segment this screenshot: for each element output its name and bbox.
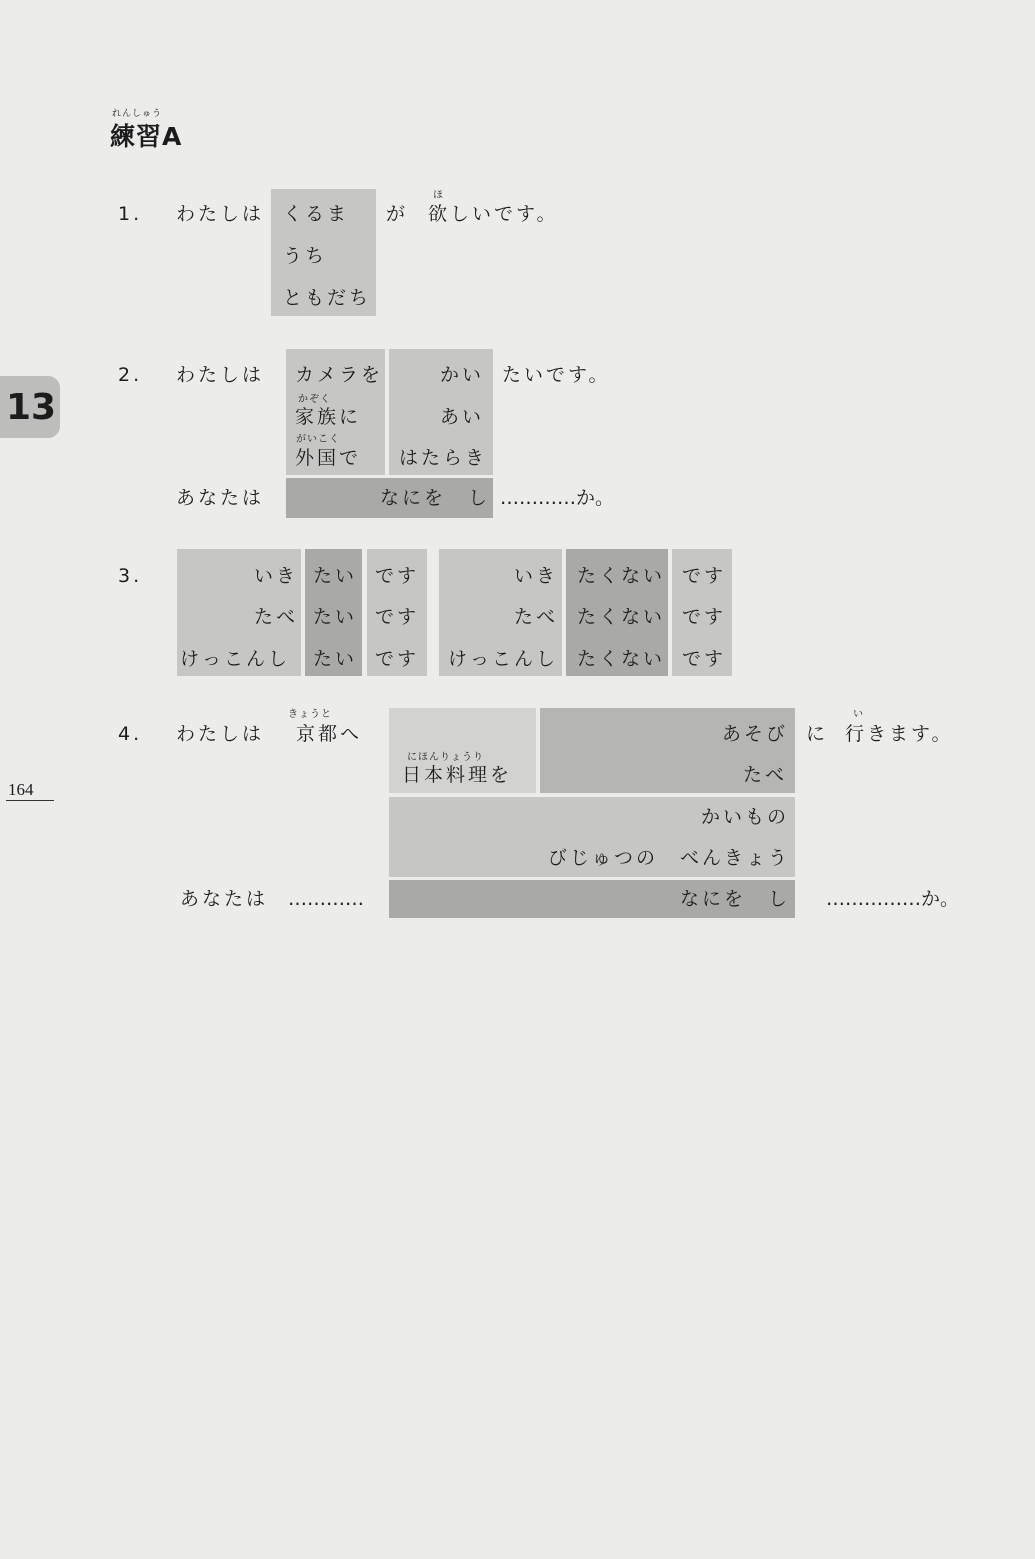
ex2-object-ruby: がいこく: [296, 434, 340, 445]
ex3-right-suffix: たくない: [577, 606, 666, 628]
ex3-right-stem: けっこんし: [448, 648, 559, 670]
ex3-number: 3.: [118, 565, 143, 587]
ex3-left-suffix: たい: [313, 606, 358, 628]
ex2-object-ruby: かぞく: [298, 394, 331, 405]
ex4-question-dots-left: …………: [288, 888, 364, 910]
ex4-activity: たべ: [743, 764, 788, 786]
ex3-left-stem: いき: [254, 565, 299, 587]
ex1-ending: 欲しいです。: [428, 203, 559, 225]
ex2-object: カメラを: [295, 364, 384, 386]
ex4-particle: に: [806, 723, 829, 745]
ex4-place-ruby: にほんりょうり: [407, 752, 484, 763]
ex3-right-stem: いき: [514, 565, 559, 587]
chapter-number: 13: [6, 387, 57, 428]
ex2-question-dots: …………か。: [500, 487, 615, 509]
ex4-place: 京都へ: [296, 723, 363, 745]
ex1-ending-ruby: ほ: [433, 190, 444, 201]
ex2-verb: あい: [440, 406, 485, 428]
ex1-option: くるま: [283, 203, 350, 225]
ex2-object: 家族に: [295, 406, 362, 428]
ex4-activity: かいもの: [701, 806, 790, 828]
ex4-number: 4.: [118, 723, 143, 745]
ex4-activity: びじゅつの べんきょう: [548, 847, 791, 869]
ex1-option: ともだち: [283, 287, 372, 309]
ex3-right-copula: です: [682, 565, 727, 587]
ex3-right-suffix: たくない: [577, 565, 666, 587]
ex3-right-copula: です: [682, 606, 727, 628]
ex3-right-stem: たべ: [514, 606, 559, 628]
ex2-number: 2.: [118, 364, 143, 386]
ex4-question-box-text: なにを し: [680, 888, 791, 910]
ex1-subject: わたしは: [176, 203, 265, 225]
ex4-activity: あそび: [722, 723, 789, 745]
ex1-number: 1.: [118, 203, 143, 225]
ex2-subject: わたしは: [176, 364, 265, 386]
ex4-place: 日本料理を: [402, 764, 513, 786]
ex1-option: うち: [283, 245, 328, 267]
page-number-rule: [6, 800, 54, 801]
title-ruby: れんしゅう: [112, 109, 163, 119]
page-number: 164: [8, 780, 34, 799]
ex4-ending: 行きます。: [845, 723, 954, 745]
ex2-verb: はたらき: [399, 447, 488, 469]
ex4-ending-ruby: い: [853, 709, 864, 720]
ex3-right-suffix: たくない: [577, 648, 666, 670]
ex3-left-suffix: たい: [313, 565, 358, 587]
ex3-right-copula: です: [682, 648, 727, 670]
ex3-left-copula: です: [375, 648, 420, 670]
ex3-left-suffix: たい: [313, 648, 358, 670]
ex4-question-subject: あなたは: [180, 888, 269, 910]
ex3-left-copula: です: [375, 606, 420, 628]
page-title: 練習A: [110, 122, 183, 151]
ex4-place-ruby: きょうと: [288, 709, 332, 720]
ex4-subject: わたしは: [176, 723, 265, 745]
ex2-ending: たいです。: [502, 364, 611, 386]
ex2-verb: かい: [440, 364, 485, 386]
ex2-object: 外国で: [295, 447, 362, 469]
ex3-left-copula: です: [375, 565, 420, 587]
ex4-question-dots-right: ……………か。: [826, 888, 960, 910]
ex2-question-box-text: なにを し: [380, 487, 491, 509]
ex1-particle: が: [386, 203, 409, 225]
ex2-question-subject: あなたは: [176, 487, 265, 509]
ex3-left-stem: たべ: [254, 606, 299, 628]
ex3-left-stem: けっこんし: [180, 648, 291, 670]
